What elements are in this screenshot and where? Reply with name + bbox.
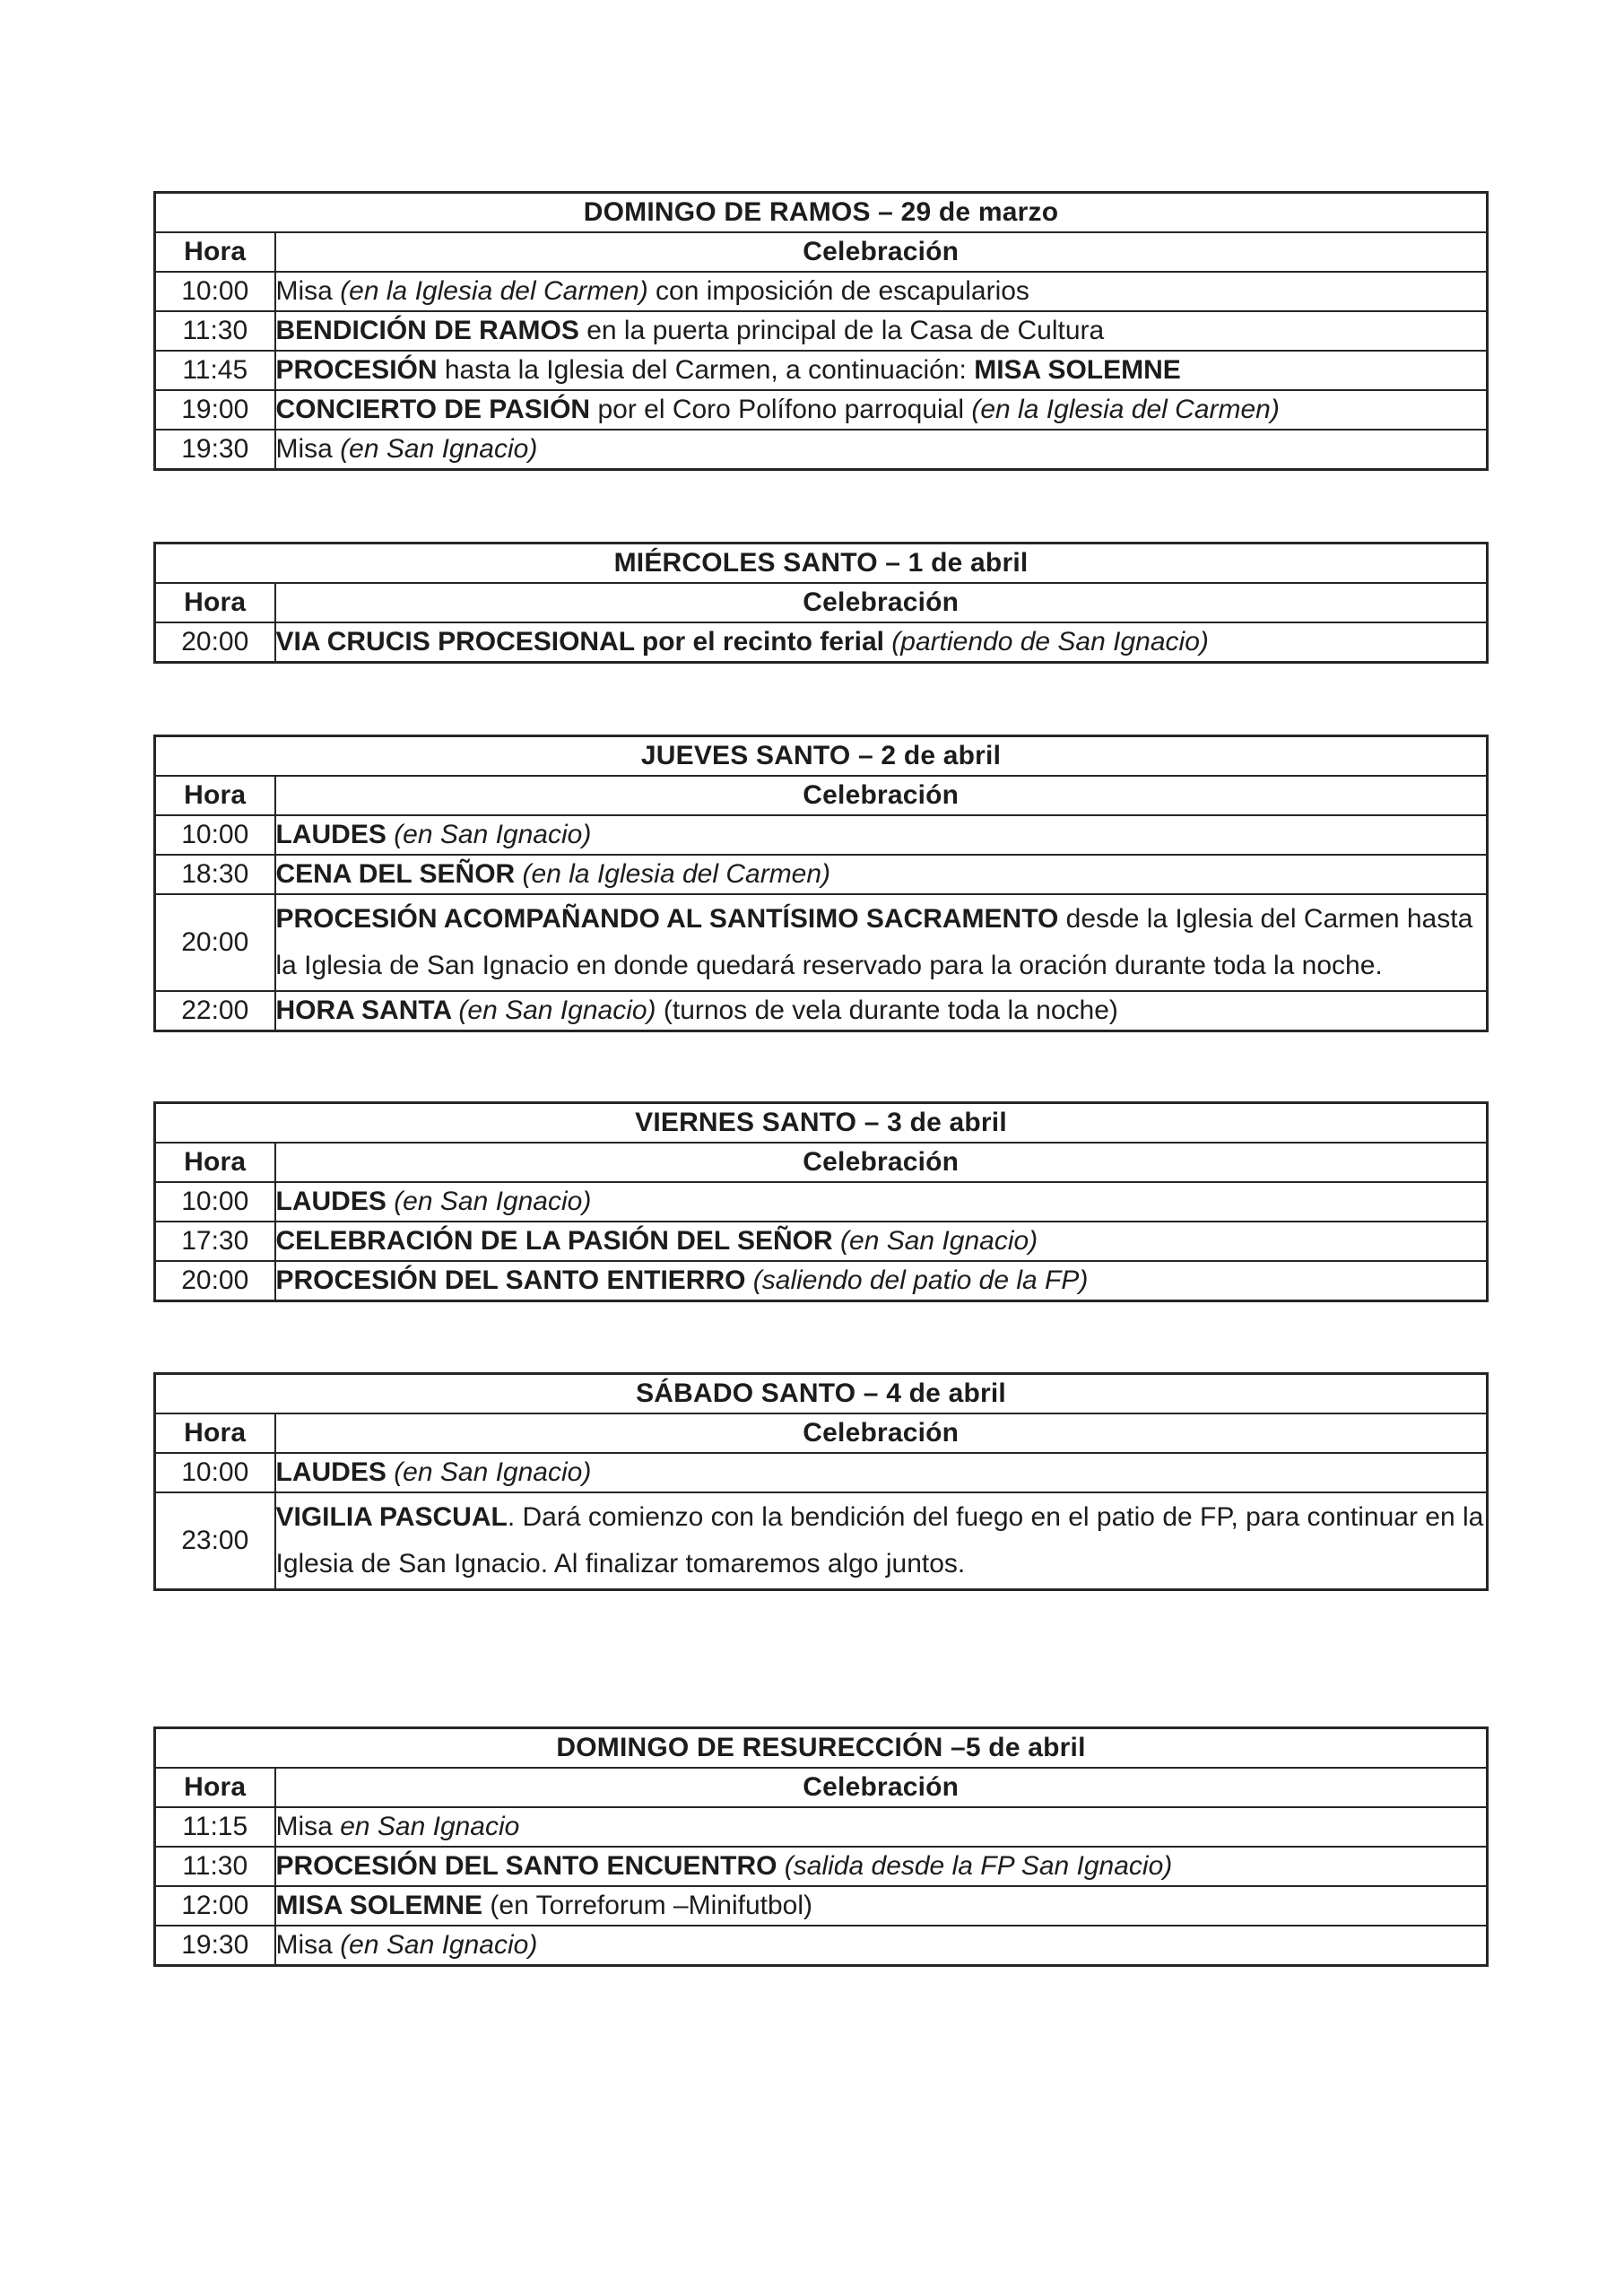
schedule-table-viernes-santo xyxy=(153,1101,1489,1302)
text-segment: Misa xyxy=(275,1930,341,1960)
time-cell: 19:00 xyxy=(155,390,275,430)
text-segment: (turnos de vela durante toda la noche) xyxy=(656,996,1118,1025)
column-header-celebracion: Celebración xyxy=(275,1768,1488,1807)
celebration-cell xyxy=(275,390,1488,430)
celebration-cell xyxy=(275,1886,1488,1926)
table-row xyxy=(155,1261,1488,1301)
celebration-cell xyxy=(275,1182,1488,1222)
header-row xyxy=(155,232,1488,272)
schedule-table-miercoles-santo xyxy=(153,542,1489,664)
table-row xyxy=(155,1453,1488,1492)
table-row xyxy=(155,1807,1488,1847)
text-segment: (en San Ignacio) xyxy=(394,820,592,849)
text-segment: CELEBRACIÓN DE LA PASIÓN DEL SEÑOR xyxy=(275,1226,841,1256)
time-cell: 10:00 xyxy=(155,815,275,855)
text-segment: (en San Ignacio) xyxy=(394,1457,592,1487)
title-row xyxy=(155,1374,1488,1414)
time-cell: 10:00 xyxy=(155,272,275,311)
text-segment: Misa xyxy=(275,434,341,464)
text-segment: (en San Ignacio) xyxy=(340,1930,538,1960)
text-segment: PROCESIÓN ACOMPAÑANDO AL SANTÍSIMO SACRAMENTO xyxy=(275,904,1059,934)
time-cell: 11:45 xyxy=(155,351,275,390)
title-row xyxy=(155,193,1488,233)
celebration-cell xyxy=(275,1847,1488,1886)
text-segment: (en la Iglesia del Carmen) xyxy=(522,859,831,889)
table-title: VIERNES SANTO – 3 de abril xyxy=(155,1103,1488,1144)
text-segment: Misa xyxy=(275,1812,341,1841)
text-segment: en San Ignacio xyxy=(340,1812,520,1841)
column-header-celebracion: Celebración xyxy=(275,776,1488,815)
celebration-cell xyxy=(275,894,1488,991)
text-segment: HORA SANTA xyxy=(275,996,459,1025)
time-cell: 20:00 xyxy=(155,1261,275,1301)
text-segment: (en la Iglesia del Carmen) xyxy=(340,276,648,306)
text-segment: (saliendo del patio de la FP) xyxy=(752,1265,1089,1295)
schedule-table-domingo-de-ramos xyxy=(153,191,1489,471)
time-cell: 18:30 xyxy=(155,855,275,894)
text-segment: (en San Ignacio) xyxy=(458,996,656,1025)
text-segment: hasta la Iglesia del Carmen, a continuación: xyxy=(437,355,975,385)
time-cell: 19:30 xyxy=(155,430,275,470)
celebration-cell xyxy=(275,855,1488,894)
table-row xyxy=(155,855,1488,894)
text-segment: LAUDES xyxy=(275,820,395,849)
time-cell: 20:00 xyxy=(155,622,275,663)
table-row xyxy=(155,311,1488,351)
text-segment: VIGILIA PASCUAL xyxy=(275,1502,508,1532)
time-cell: 22:00 xyxy=(155,991,275,1031)
time-cell: 17:30 xyxy=(155,1222,275,1261)
table-title: DOMINGO DE RAMOS – 29 de marzo xyxy=(155,193,1488,233)
celebration-cell xyxy=(275,1261,1488,1301)
text-segment: (en Torreforum –Minifutbol) xyxy=(482,1891,813,1920)
table-row xyxy=(155,390,1488,430)
celebration-cell xyxy=(275,815,1488,855)
table-row xyxy=(155,1492,1488,1590)
header-row xyxy=(155,776,1488,815)
schedule-table-sabado-santo xyxy=(153,1372,1489,1591)
table-row xyxy=(155,272,1488,311)
text-segment: CENA DEL SEÑOR xyxy=(275,859,523,889)
text-segment: (partiendo de San Ignacio) xyxy=(891,627,1209,657)
time-cell: 20:00 xyxy=(155,894,275,991)
text-segment: por el Coro Polífono parroquial xyxy=(590,395,972,424)
time-cell: 12:00 xyxy=(155,1886,275,1926)
celebration-cell xyxy=(275,1492,1488,1590)
header-row xyxy=(155,1768,1488,1807)
table-row xyxy=(155,622,1488,663)
text-segment: (en San Ignacio) xyxy=(340,434,538,464)
time-cell: 19:30 xyxy=(155,1926,275,1966)
column-header-celebracion: Celebración xyxy=(275,232,1488,272)
celebration-cell xyxy=(275,622,1488,663)
text-segment: PROCESIÓN DEL SANTO ENTIERRO xyxy=(275,1265,753,1295)
table-row xyxy=(155,1182,1488,1222)
table-row xyxy=(155,894,1488,991)
celebration-cell xyxy=(275,1807,1488,1847)
schedule-table-jueves-santo xyxy=(153,735,1489,1032)
column-header-hora: Hora xyxy=(155,776,275,815)
text-segment: BENDICIÓN DE RAMOS xyxy=(275,316,579,345)
celebration-cell xyxy=(275,1222,1488,1261)
text-segment: (en San Ignacio) xyxy=(840,1226,1038,1256)
time-cell: 23:00 xyxy=(155,1492,275,1590)
column-header-hora: Hora xyxy=(155,1413,275,1453)
celebration-cell xyxy=(275,430,1488,470)
table-row xyxy=(155,1886,1488,1926)
celebration-cell xyxy=(275,1926,1488,1966)
title-row xyxy=(155,1728,1488,1769)
table-title: JUEVES SANTO – 2 de abril xyxy=(155,736,1488,777)
time-cell: 10:00 xyxy=(155,1182,275,1222)
text-segment: PROCESIÓN xyxy=(275,355,438,385)
text-segment: desde la Iglesia del Carmen hasta la Iglesia de San Ignacio en donde quedará reservado para la oración durante toda la noche. xyxy=(275,904,1473,980)
text-segment: LAUDES xyxy=(275,1457,395,1487)
text-segment: (en San Ignacio) xyxy=(394,1187,592,1216)
title-row xyxy=(155,544,1488,584)
table-row xyxy=(155,351,1488,390)
text-segment: Misa xyxy=(275,276,341,306)
celebration-cell xyxy=(275,272,1488,311)
table-row xyxy=(155,1222,1488,1261)
table-row xyxy=(155,430,1488,470)
celebration-cell xyxy=(275,311,1488,351)
text-segment: PROCESIÓN DEL SANTO ENCUENTRO xyxy=(275,1851,785,1881)
time-cell: 10:00 xyxy=(155,1453,275,1492)
table-title: DOMINGO DE RESURECCIÓN –5 de abril xyxy=(155,1728,1488,1769)
column-header-hora: Hora xyxy=(155,232,275,272)
celebration-cell xyxy=(275,351,1488,390)
text-segment: LAUDES xyxy=(275,1187,395,1216)
time-cell: 11:30 xyxy=(155,311,275,351)
text-segment: VIA CRUCIS PROCESIONAL por el recinto ferial xyxy=(275,627,892,657)
table-row xyxy=(155,815,1488,855)
table-row xyxy=(155,1926,1488,1966)
table-title: MIÉRCOLES SANTO – 1 de abril xyxy=(155,544,1488,584)
column-header-celebracion: Celebración xyxy=(275,1143,1488,1182)
text-segment: en la puerta principal de la Casa de Cultura xyxy=(578,316,1105,345)
column-header-celebracion: Celebración xyxy=(275,1413,1488,1453)
celebration-cell xyxy=(275,1453,1488,1492)
table-row xyxy=(155,1847,1488,1886)
column-header-celebracion: Celebración xyxy=(275,583,1488,622)
table-row xyxy=(155,991,1488,1031)
title-row xyxy=(155,736,1488,777)
header-row xyxy=(155,1143,1488,1182)
header-row xyxy=(155,1413,1488,1453)
text-segment: . Dará comienzo con la bendición del fuego en el patio de FP, para continuar en la Iglesia de San Ignacio. Al finalizar tomaremos algo juntos. xyxy=(275,1502,1484,1578)
table-title: SÁBADO SANTO – 4 de abril xyxy=(155,1374,1488,1414)
schedule-table-domingo-de-resureccion xyxy=(153,1726,1489,1967)
title-row xyxy=(155,1103,1488,1144)
column-header-hora: Hora xyxy=(155,1768,275,1807)
column-header-hora: Hora xyxy=(155,1143,275,1182)
column-header-hora: Hora xyxy=(155,583,275,622)
text-segment: (salida desde la FP San Ignacio) xyxy=(784,1851,1173,1881)
text-segment: MISA SOLEMNE xyxy=(275,1891,483,1920)
time-cell: 11:30 xyxy=(155,1847,275,1886)
text-segment: (en la Iglesia del Carmen) xyxy=(971,395,1280,424)
text-segment: con imposición de escapularios xyxy=(647,276,1029,306)
text-segment: CONCIERTO DE PASIÓN xyxy=(275,395,591,424)
text-segment: MISA SOLEMNE xyxy=(974,355,1181,385)
header-row xyxy=(155,583,1488,622)
time-cell: 11:15 xyxy=(155,1807,275,1847)
celebration-cell xyxy=(275,991,1488,1031)
